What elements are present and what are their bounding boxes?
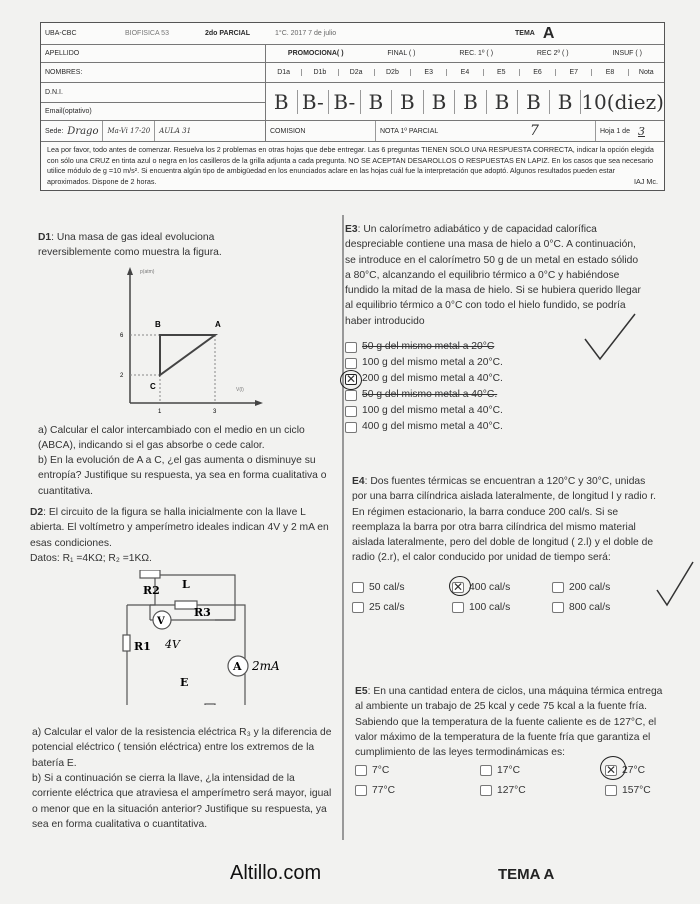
svg-text:V: V [157, 616, 165, 628]
e5-option[interactable]: 17°C [480, 762, 605, 778]
svg-text:R3: R3 [194, 606, 211, 620]
problem-d2: D2: El circuito de la figura se halla inicialmente con la llave L abierta. El voltímetro y amperímetro ideales indican 4V y 2 mA en esas condiciones. Datos: R₁ =4KΩ; R₂ =1KΩ. R2 L R3 V R1 4V A 2mA E a) Calcular el valor de la resistencia eléctrica R₃ y la diferencia de potencial eléctrico ( tensión eléctrica) entre los extremos de la batería E. b) Si a continuación se cierra la llave, ¿la intensidad de la corriente eléctrica que atraviesa el amperímetro será mayor, igual o menor que en la situación anterior? Justifique su respuesta, ya sea en forma cualitativa o cuantitativa. [30, 507, 332, 830]
svg-text:2mA: 2mA [252, 659, 280, 674]
svg-text:2: 2 [120, 372, 124, 379]
exam-date: 1°C. 2017 7 de julio [275, 30, 337, 37]
exam-name: 2do PARCIAL [205, 30, 250, 37]
e5-option[interactable]: 7°C [355, 762, 480, 778]
e3-option[interactable]: 400 g del mismo metal a 40°C. [345, 419, 645, 435]
e4-option[interactable]: 25 cal/s [352, 600, 452, 616]
footer-tema: TEMA A [498, 866, 555, 883]
svg-text:V(l): V(l) [236, 386, 244, 393]
e5-option[interactable]: 77°C [355, 782, 480, 798]
tema-value: A [542, 24, 555, 42]
e3-option[interactable]: 50 g del mismo metal a 40°C. [345, 387, 645, 403]
nota1-label: NOTA 1º PARCIAL [380, 127, 439, 135]
svg-text:C: C [150, 381, 156, 391]
sede-row: Sede: Drago Ma-Vi 17-20 AULA 31 [41, 121, 265, 141]
e4-option[interactable]: 200 cal/s [552, 580, 652, 596]
e3-option-selected[interactable]: ✕ 200 g del mismo metal a 40°C. [346, 371, 503, 386]
apellido-field: APELLIDO [41, 45, 265, 63]
email-field: Email(optativo) [41, 103, 265, 121]
sede-value: Drago [63, 121, 103, 141]
svg-text:R2: R2 [143, 584, 160, 598]
e5-option-selected[interactable]: ✕ 27°C [606, 762, 646, 777]
checkmark-icon [580, 309, 640, 369]
svg-text:R1: R1 [134, 640, 151, 654]
e3-option[interactable]: 100 g del mismo metal a 40°C. [345, 403, 645, 419]
e5-option[interactable]: 157°C [605, 782, 675, 798]
aula-value: AULA 31 [159, 127, 192, 135]
grade-headers: D1a D1b D2a D2b E3 E4 E5 E6 E7 E8 Nota [266, 63, 664, 82]
e4-option-selected[interactable]: ✕ 400 cal/s [453, 580, 511, 595]
e4-option[interactable]: 50 cal/s [352, 580, 452, 596]
tema-label: TEMA [515, 30, 535, 37]
institution: UBA-CBC [45, 30, 77, 37]
checkmark-icon [655, 560, 695, 610]
checkbox-checked-icon: ✕ [606, 762, 617, 777]
svg-text:A: A [233, 660, 242, 674]
nombres-field: NOMBRES: [41, 63, 265, 83]
e3-option[interactable]: 100 g del mismo metal a 20°C. [345, 355, 645, 371]
dni-field: D.N.I. [41, 83, 265, 103]
cycle-path [160, 335, 215, 375]
svg-text:3: 3 [213, 408, 217, 413]
e3-option[interactable]: 50 g del mismo metal a 20°C [345, 339, 645, 355]
subject: BIOFISICA 53 [125, 30, 169, 37]
svg-text:6: 6 [120, 332, 124, 339]
svg-text:E: E [180, 676, 189, 690]
svg-text:p(atm): p(atm) [140, 268, 155, 275]
instructions: Lea por favor, todo antes de comenzar. Resuelva los 2 problemas en otras hojas que debe entregar. Las 6 preguntas TIENEN SOLO UNA RESPUESTA CORRECTA, indicar la opción elegida con sólo una CRUZ en tinta azul o negra en los casilleros de la grilla adjunta a cada pregunta. NO SE ACEPTAN DESAROLLOS O RESPUESTAS EN LAPIZ. En los casos que sea necesario utilice módulo de g =10 m/s². Si encuentra algún tipo de ambigüedad en los enunciados aclare en las hojas cuál fue la interpretación que adoptó. Algunos resultados pueden estar aproximados. Dispone de 2 horas. IAJ Mc. [47, 145, 658, 186]
svg-text:4V: 4V [165, 638, 180, 652]
status-row: PROMOCIONA( ) FINAL ( ) REC. 1º ( ) REC 2º ( ) INSUF ( ) [266, 45, 664, 63]
svg-text:A: A [215, 319, 221, 329]
checkbox-checked-icon: ✕ [346, 371, 357, 386]
question-e4: E4: Dos fuentes térmicas se encuentran a 120°C y 30°C, unidas por una barra cilíndrica aislada lateralmente, de longitud l y radio r. En régimen estacionario, la barra conduce 200 cal/s. Si se reemplaza la barra por otra barra cilíndrica del mismo material aislada lateralmente, pero del doble de longitud ( 2.l) y el doble de radio (2.r), el calor conducido por unidad de tiempo será: 50 cal/s ✕ 400 cal/s 200 cal/s 25 cal/s 100 cal/s 800 cal/s [352, 474, 657, 616]
circuit-diagram [110, 570, 310, 705]
svg-text:L: L [182, 578, 190, 592]
grades-row: B B- B- B B B B B B B 10(diez) [266, 83, 664, 120]
horario-value: Ma-Vi 17-20 [103, 121, 155, 141]
e4-option[interactable]: 800 cal/s [552, 600, 652, 616]
e5-option[interactable]: 127°C [480, 782, 605, 798]
svg-text:B: B [155, 319, 161, 329]
hoja-value: 3 [637, 124, 645, 138]
pv-diagram [108, 263, 268, 413]
comision-field: COMISION [266, 121, 376, 141]
nota1-value: 7 [526, 121, 596, 141]
question-e5: E5: En una cantidad entera de ciclos, una máquina térmica entrega al ambiente un trabajo de 25 kcal y cede 75 kcal a la fuente fría. Sabiendo que la temperatura de la fuente caliente es de 127°C, el valor máximo de la temperatura de la fuente fría que garantiza el cumplimiento de las leyes termodinámicas es: 7°C 17°C ✕ 27°C 77°C 127°C 157°C [355, 684, 667, 798]
e4-option[interactable]: 100 cal/s [452, 600, 552, 616]
exam-header [40, 22, 665, 191]
question-e3: E3: Un calorímetro adiabático y de capacidad calorífica despreciable contiene una masa de hielo a 0°C. A continuación, se introduce en el calorímetro 50 g de un metal en estado sólido a 80°C, alcanzando el equilibrio térmico a 0°C y habiéndose fundido la mitad de la masa de hielo. Si se hubiera querido llegar al equilibrio térmico a 0°C con todo el hielo fundido, se podría haber introducido 50 g del mismo metal a 20°C 100 g del mismo metal a 20°C. ✕ 200 g del mismo metal a 40°C. 50 g del mismo metal a 40°C. 100 g del mismo metal a 40°C. 400 g del mismo metal a 40°C. [345, 222, 645, 435]
svg-text:1: 1 [158, 408, 162, 413]
watermark: Altillo.com [230, 862, 322, 884]
hoja-label: Hoja 1 de [600, 127, 630, 135]
checkbox-checked-icon: ✕ [453, 580, 464, 595]
problem-d1: D1: Una masa de gas ideal evoluciona reversiblemente como muestra la figura. p(atm) V(l) 6 2 1 3 A B C a) Calcular el calor intercambiado con el medio en un ciclo (ABCA), indicando si el gas absorbe o cede calor. b) En la evolución de A a C, ¿el gas aumenta o disminuye su entropía? Justifique su respuesta, ya sea en forma cualitativa o cuantitativa. [38, 232, 327, 497]
